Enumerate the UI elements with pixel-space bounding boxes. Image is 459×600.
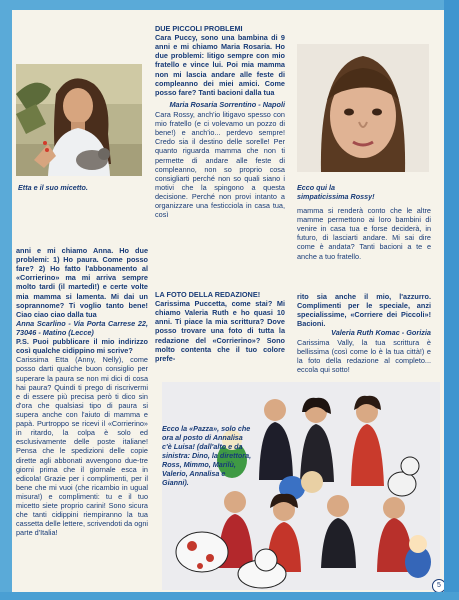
page-edge-bottom — [0, 592, 459, 600]
page-number: 5 — [432, 579, 444, 592]
column-3-middle — [297, 292, 431, 374]
reply-etta: Carissima Etta (Anny, Nelly), come posso darti qualche buon consiglio per superare la paura se non mi dici di cosa hai paura? Quindi ti prego di riscrivermi e di essere più precisa però ti dico sin d'ora che qualsiasi tipo di paura si supera anche con l'aiuto di mamma e papà. Purtroppo se ricevi il «Corrierino» in ritardo, la colpa è solo ed esclusivamente delle poste italiane! Pensa che le spedizioni delle copie dirette agli abbonati avvengono due-tre giorni prima che il giornale esca in edicola! Grazie per i complimenti, per il bene che mi vuoi (che ricambio in ugual misura!) e complimenti: tu e il tuo micetto siete proprio carini! Sono sicura che tanti cidippini riempiranno la tua cassetta delle lettere, scrivendoti da ogni parte d'Italia! — [16, 355, 148, 538]
column-2-middle — [155, 290, 285, 363]
column-1 — [16, 246, 148, 538]
letter-anna: anni e mi chiamo Anna. Ho due problemi: 1) Ho paura. Come posso fare? 2) Ho fatto l'abbonamento al «Corrierino» ma mi arriva sempre molto tardi (il martedì!) e certe volte mia mamma si lamenta. Mi dai un soprannome? Ti voglio tanto bene! Ciao ciao ciao dalla tua — [16, 246, 148, 319]
heading-la-foto-della-redazione: LA FOTO DELLA REDAZIONE! — [155, 290, 261, 299]
caption-redazione-names: Dino, la direttora, Ross, Mimmo, Marilù, Valerio, Annalisa e Gianni). — [162, 451, 252, 487]
magazine-page — [12, 10, 444, 592]
caption-redazione-lead: Ecco la «Pazza», solo che ora al posto di Annalisa c'è Luisa! (dall'alto e da sinistra: — [162, 424, 251, 460]
caption-rossy: Ecco qui la simpaticissima Rossy! — [297, 183, 375, 201]
reply-rossy: Cara Rossy, anch'io litigavo spesso con mio fratello (e ci volevamo un pozzo di bene!) e anch'io... perdevo sempre! Credo sia il destino delle sorelle! Per quanto riguarda mamma che non ti permette di andare alle feste di compleanno, non so proprio cosa consigliarti perché non so quali siano i motivi che la spingono a questa decisione. Perché non provi intanto a organizzare una festicciola in casa tua, così — [155, 109, 285, 220]
photo-rossy — [297, 44, 429, 172]
reply-rossy-continued: mamma si renderà conto che le altre mamme permettono ai loro bambini di venire in casa tua e forse deciderà, in futuro, di lasciarti andare. Mi sai dire come è andata? Tanti bacioni a te e anche a tuo fratello. — [297, 206, 431, 261]
column-3-top — [297, 206, 431, 261]
photo-etta-with-kitten — [16, 64, 142, 176]
ps-anna: P.S. Puoi pubblicare il mio indirizzo così qualche cidippino mi scrive? — [16, 337, 148, 356]
signature-maria-rosaria: Maria Rosaria Sorrentino - Napoli — [169, 99, 285, 109]
letter-maria-rosaria: Cara Puccy, sono una bambina di 9 anni e mi chiamo Maria Rosaria. Ho due problemi: litigo sempre con mio fratello e vince lui. Poi mia mamma non mi lascia andare alle feste di compleanno dei miei amici. Come posso fare? Tanti bacioni dalla tua — [155, 33, 285, 97]
letter-valeria: Carissima Puccetta, come stai? Mi chiamo Valeria Ruth e ho quasi 10 anni. Ti piace la mia scrittura? Dove posso trovare una foto di tutta la redazione del «Corrierino»? Sono molto contenta che il tuo colore prefe- — [155, 299, 285, 363]
signature-valeria: Valeria Ruth Komac - Gorizia — [331, 328, 431, 338]
caption-redazione-intro — [162, 424, 254, 487]
page-edge-right — [444, 0, 459, 600]
signature-anna: Anna Scarlino - Via Porta Carrese 22, 73046 - Matino (Lecce) — [16, 318, 148, 337]
letter-valeria-continued: rito sia anche il mio, l'azzurro. Complimenti per le speciale, anzi specialissime, «Corriere dei Piccoli»! Bacioni. — [297, 292, 431, 329]
reply-vally: Carissima Vally, la tua scrittura è bellissima (così come lo è la tua città!) e la foto della redazione al completo... eccola qui sotto! — [297, 337, 431, 374]
column-2-top — [155, 24, 285, 219]
heading-due-piccoli-problemi: DUE PICCOLI PROBLEMI — [155, 24, 243, 33]
caption-etta: Etta e il suo micetto. — [18, 183, 88, 192]
